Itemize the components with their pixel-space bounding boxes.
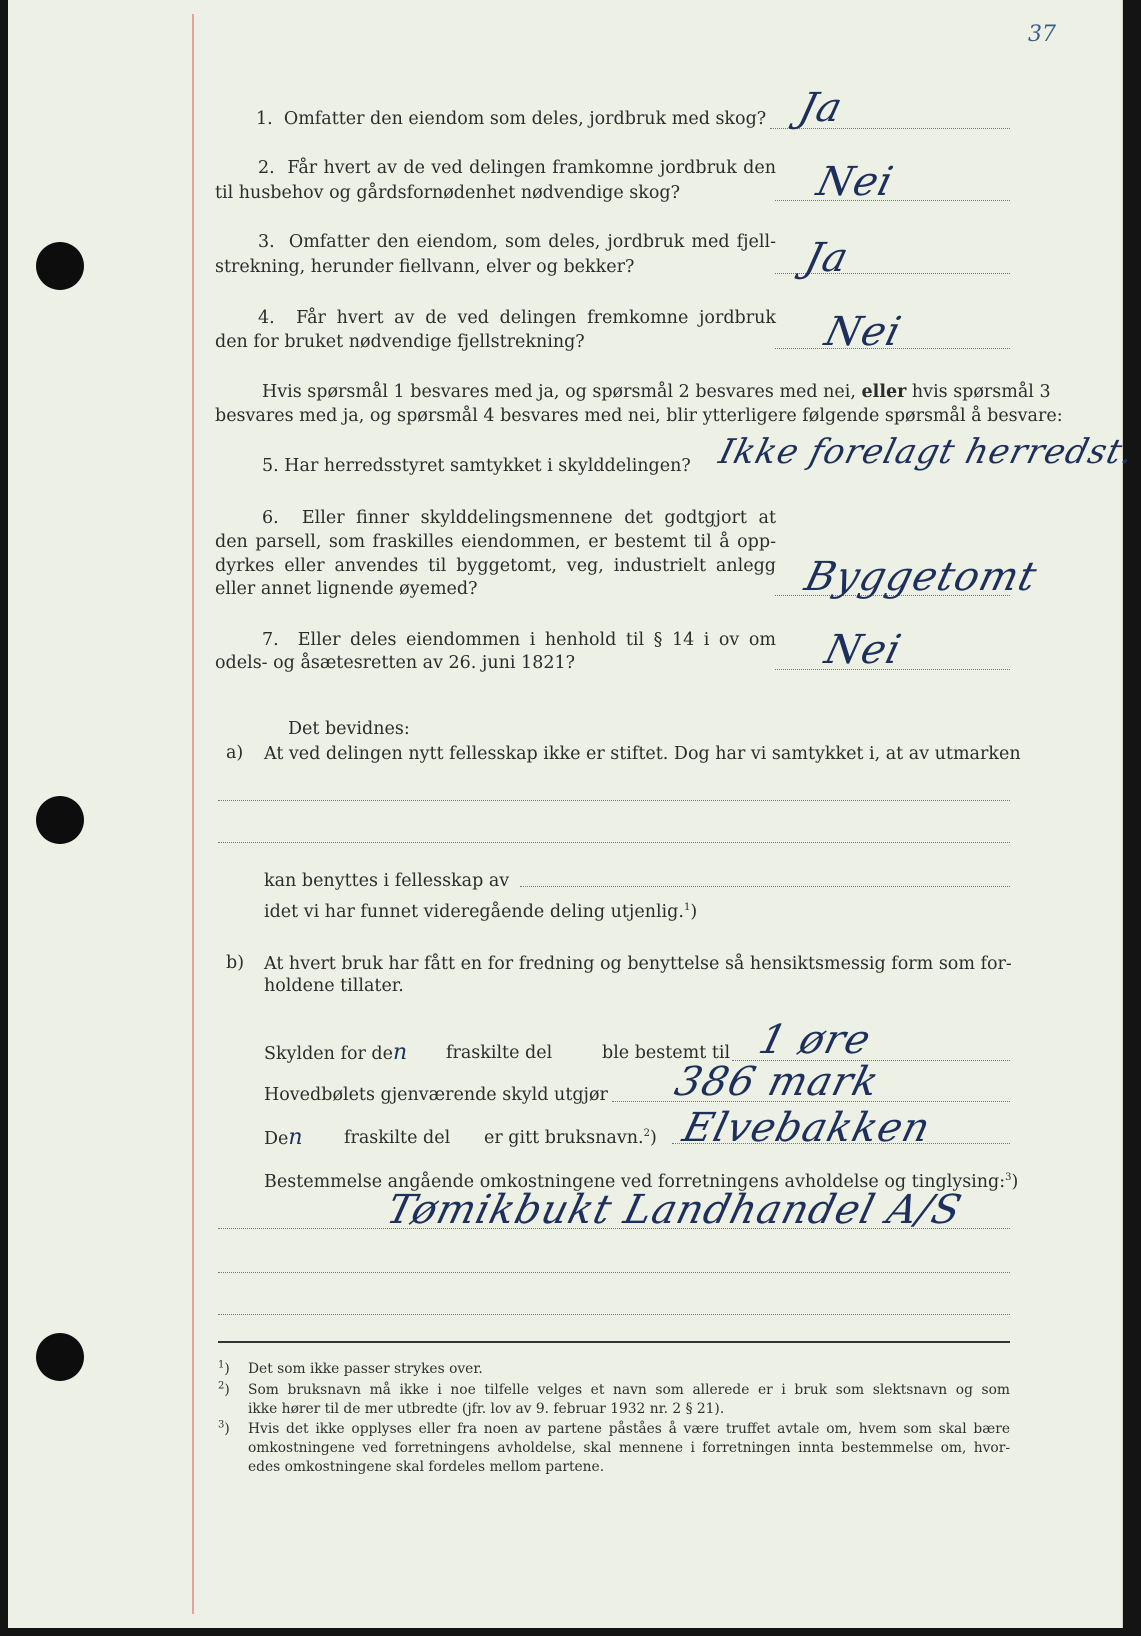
footnote-1-mark: $^1$) [218,1359,230,1377]
item-a-label: a) [226,743,244,763]
omkostninger-label: Bestemmelse angående omkostningene ved forretningens avholdelse og tinglysing:$^3$) [264,1172,1019,1192]
question-7-line-1: 7. Eller deles eiendommen i henhold til § 14 i ov om [262,630,776,650]
question-4-line-2: den for bruket nødvendige fjellstrekning? [215,332,585,352]
condition-line-2: besvares med ja, og spørsmål 4 besvares med nei, blir ytterligere følgende spørsmål å besvare: [215,406,1063,426]
fill-line [520,886,1010,887]
idet-text: idet vi har funnet videregående deling utjenlig.$^1$) [264,902,698,922]
hovedbol-label: Hovedbølets gjenværende skyld utgjør [264,1085,608,1105]
item-b-label: b) [226,953,245,973]
footnote-1-text: Det som ikke passer strykes over. [248,1361,483,1377]
question-7-line-2: odels- og åsætesretten av 26. juni 1821? [215,653,575,673]
page-number: 37 [1028,22,1056,47]
fill-line [218,1272,1010,1273]
fill-line [218,842,1010,843]
footnote-3-line-3: edes omkostningene skal fordeles mellom partene. [248,1459,605,1475]
question-3-line-1: 3. Omfatter den eiendom, som deles, jordbruk med fjell- [258,232,776,252]
bruksnavn-label: Den [264,1125,303,1150]
fill-line [218,800,1010,801]
footnote-2-mark: $^2$) [218,1380,230,1398]
question-6-line-4: eller annet lignende øyemed? [215,579,478,599]
footnote-2-line-2: ikke hører til de mer utbredte (jfr. lov av 9. februar 1932 nr. 2 § 21). [248,1401,725,1417]
footnote-3-line-1: Hvis det ikke opplyses eller fra noen av partene påståes å være truffet avtale om, hvem som skal bære [248,1421,1010,1437]
hovedbol-value: 386 mark [670,1059,884,1105]
question-2-line-1: 2. Får hvert av de ved delingen framkomne jordbruk den [258,158,776,178]
punch-hole [36,1333,84,1381]
skyld-label: Skylden for den [264,1040,408,1065]
footnote-3-line-2: omkostningene ved forretningens avholdelse, skal mennene i forretningen innta bestemmelse om, hvor- [248,1440,1010,1456]
condition-line-1: Hvis spørsmål 1 besvares med ja, og spørsmål 2 besvares med nei, eller hvis spørsmål 3 [262,382,1051,402]
question-2-line-2: til husbehov og gårdsfornødenhet nødvendige skog? [215,183,680,203]
question-6-line-1: 6. Eller finner skylddelingsmennene det godtgjort at [262,508,776,528]
omkostninger-value: Tømikbukt Landhandel A/S [382,1187,967,1233]
answer-line [775,200,1010,201]
document-page [8,0,1139,1628]
question-6-line-2: den parsell, som fraskilles eiendommen, er bestemt til å opp- [215,532,776,552]
answer-6: Byggetomt [800,554,1042,600]
bruksnavn-label-c: er gitt bruksnavn.$^2$) [484,1128,657,1148]
kan-benyttes-label: kan benyttes i fellesskap av [264,871,510,891]
answer-2: Nei [812,159,899,205]
answer-3: Ja [800,235,854,281]
margin-line [192,14,194,1614]
footnote-3-mark: $^3$) [218,1419,230,1437]
question-1: 1. Omfatter den eiendom som deles, jordbruk med skog? [256,109,767,129]
item-b-line-2: holdene tillater. [264,976,404,996]
punch-hole [36,796,84,844]
question-3-line-2: strekning, herunder fiellvann, elver og bekker? [215,257,635,277]
footnote-rule [218,1341,1010,1343]
skyld-label-b: fraskilte del [446,1043,553,1063]
answer-7: Nei [820,627,907,673]
question-5: 5. Har herredsstyret samtykket i skylddelingen? [262,456,691,476]
question-6-line-3: dyrkes eller anvendes til byggetomt, veg, industrielt anlegg [215,556,776,576]
item-a-text: At ved delingen nytt fellesskap ikke er stiftet. Dog har vi samtykket i, at av utmarken [264,744,1021,764]
punch-hole [36,242,84,290]
answer-4: Nei [820,309,907,355]
bruksnavn-value: Elvebakken [678,1105,936,1151]
fill-line [218,1228,1010,1229]
answer-5: Ikke forelagt herredst. [715,432,1139,472]
bevidnes-heading: Det bevidnes: [288,719,410,739]
skyld-label-c: ble bestemt til [602,1043,731,1063]
question-4-line-1: 4. Får hvert av de ved delingen fremkomne jordbruk [258,308,776,328]
bruksnavn-label-b: fraskilte del [344,1128,451,1148]
skyld-value: 1 øre [754,1017,876,1063]
footnote-2-line-1: Som bruksnavn må ikke i noe tilfelle velges et navn som allerede er i bruk som slektsnavn og som [248,1382,1010,1398]
fill-line [218,1314,1010,1315]
item-b-line-1: At hvert bruk har fått en for fredning og benyttelse så hensiktsmessig form som for- [264,954,1012,974]
answer-1: Ja [794,85,848,131]
